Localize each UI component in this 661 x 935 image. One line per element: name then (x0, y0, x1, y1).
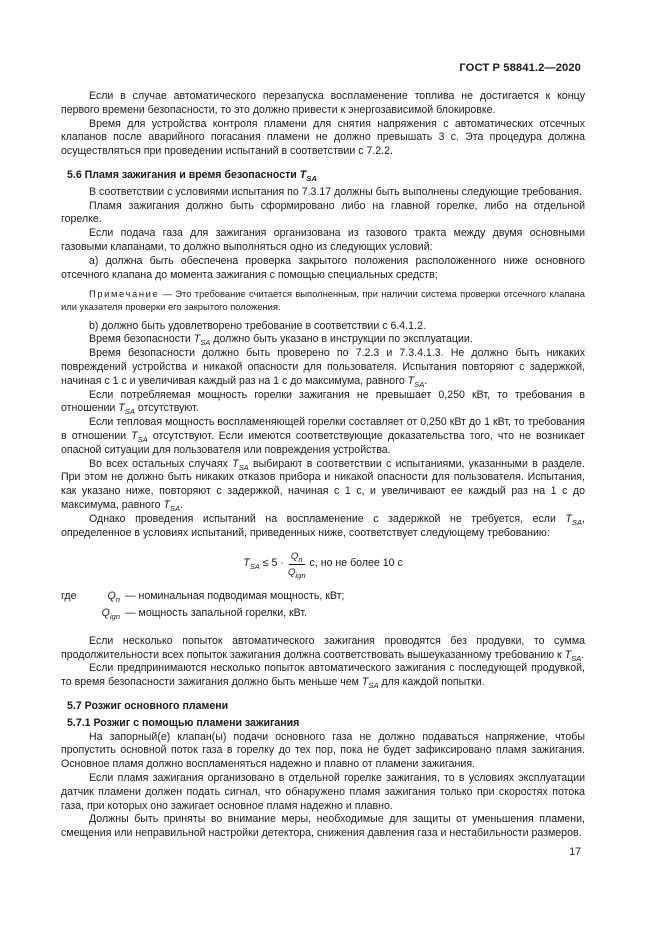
paragraph: Если потребляемая мощность горелки зажигания не превышает 0,250 кВт, то требования в отношении $T_{SA}$ отсутствуют. (61, 388, 585, 417)
note (61, 288, 585, 313)
page-number: 17 (569, 846, 581, 858)
paragraph: Если подача газа для зажигания организована из газового тракта между двумя основными газовыми клапанами, то должно выполняться одно из следующих условий: (61, 227, 585, 253)
note-text: — Это требование считается выполненным, при наличии система проверки отсечного клапана или указателя проверки его закрытого положения. (61, 288, 585, 312)
section-heading-5-7: 5.7 Розжиг основного пламени (67, 700, 229, 713)
paragraph: На запорный(е) клапан(ы) подачи основного газа не должно подаваться напряжение, чтобы пропустить основной поток газа в горелку до тех пор, пока не будет зафиксировано пламя зажигания. Основное пламя должно воспламеняться надежно и плавно от пламени зажигания. (61, 730, 585, 771)
paragraph: Время для устройства контроля пламени для снятия напряжения с автоматических отсечных клапанов после аварийного погасания пламени не должно превышать 3 с. Эта процедура должна осуществляться при проведении испытаний в соответствии с 7.2.2. (61, 117, 585, 158)
paragraph: Если в случае автоматического перезапуска воспламенение топлива не достигается к концу первого времени безопасности, то это должно привести к энергозависимой блокировке. (61, 90, 585, 116)
paragraph: Если несколько попыток автоматического зажигания проводятся без продувки, то сумма продолжительности всех попыток зажигания должна соответствовать вышеуказанному требованию к $T_{SA}$. (61, 634, 585, 663)
list-item-a: а) должна быть обеспечена проверка закрытого положения расположенного ниже основного отсечного клапана до момента зажигания с помощью специальных средств; (61, 254, 585, 281)
formula-fraction: $\frac{Q_n}{Q_{ign}}$ (287, 550, 306, 580)
section-heading-5-7-1: 5.7.1 Розжиг с помощью пламени зажигания (67, 716, 300, 729)
note-label: Примечание (89, 288, 160, 300)
paragraph: Однако проведения испытаний на воспламенение с задержкой не требуется, если $T_{SA}$, определенное в условиях испытаний, приведенных ниже, соответствует следующему требованию: (61, 512, 585, 539)
list-item-b: b) должно быть удовлетворено требование в соответствии с 6.4.1.2. (89, 319, 426, 332)
paragraph: Должны быть приняты во внимание меры, необходимые для защиты от уменьшения пламени, смещения или неправильной настройки детектора, снижения давления газа и нестабильности размеров. (61, 813, 585, 840)
paragraph: В соответствии с условиями испытания по 7.3.17 должны быть выполнены следующие требования. (89, 185, 582, 198)
paragraph: Время безопасности должно быть проверено по 7.2.3 и 7.3.4.1.3. Не должно быть никаких повреждений устройства и никакой опасности для пользователя. Испытания повторяют с задержкой, начиная с 1 с и увеличивая каждый раз на 1 с до максимума, равного $T_{SA}$. (61, 347, 585, 389)
doc-code-header: ГОСТ Р 58841.2—2020 (459, 62, 581, 74)
paragraph: Если тепловая мощность воспламеняющей горелки составляет от 0,250 кВт до 1 кВт, то требования в отношении $T_{SA}$ отсутствуют. Если имеются соответствующие доказательства того, что не возникает опасной ситуации для пользователя или повреждения устройства. (61, 416, 585, 456)
formula-legend: где $Q_n$ — номинальная подводимая мощность, кВт; $Q_{ign}$ — мощность запальной горелки, кВт. (61, 590, 345, 622)
section-heading-5-6: 5.6 Пламя зажигания и время безопасности $T_{SA}$ (67, 168, 317, 184)
safety-time-formula: $T_{SA} \le 5$ · $\frac{Q_n}{Q_{ign}}$ с, но не более 10 с (243, 550, 403, 580)
paragraph: Если пламя зажигания организовано в отдельной горелке зажигания, то в условиях эксплуатации датчик пламени должен подать сигнал, что обнаружено пламя зажигания только при скоростях потока газа, при которых оно зажигает основное пламя надежно и плавно. (61, 772, 585, 812)
paragraph: Если предпринимаются несколько попыток автоматического зажигания с последующей продувкой, то время безопасности зажигания должно быть меньше чем $T_{SA}$ для каждой попытки. (61, 662, 585, 691)
paragraph: Пламя зажигания должно быть сформировано либо на главной горелке, либо на отдельной горелке. (61, 199, 585, 226)
body-text (61, 90, 585, 841)
paragraph: Время безопасности $T_{SA}$ должно быть указано в инструкции по эксплуатации. (89, 333, 473, 348)
paragraph: Во всех остальных случаях $T_{SA}$ выбирают в соответствии с испытаниями, указанными в разделе. При этом не должно быть никаких отказов прибора и никакой опасности для пользователя. Испытания, как указано ниже, повторяют с задержкой, начиная с 1 с, и увеличивают ее каждый раз на 1 с до максимума, равного $T_{SA}$. (61, 457, 585, 514)
